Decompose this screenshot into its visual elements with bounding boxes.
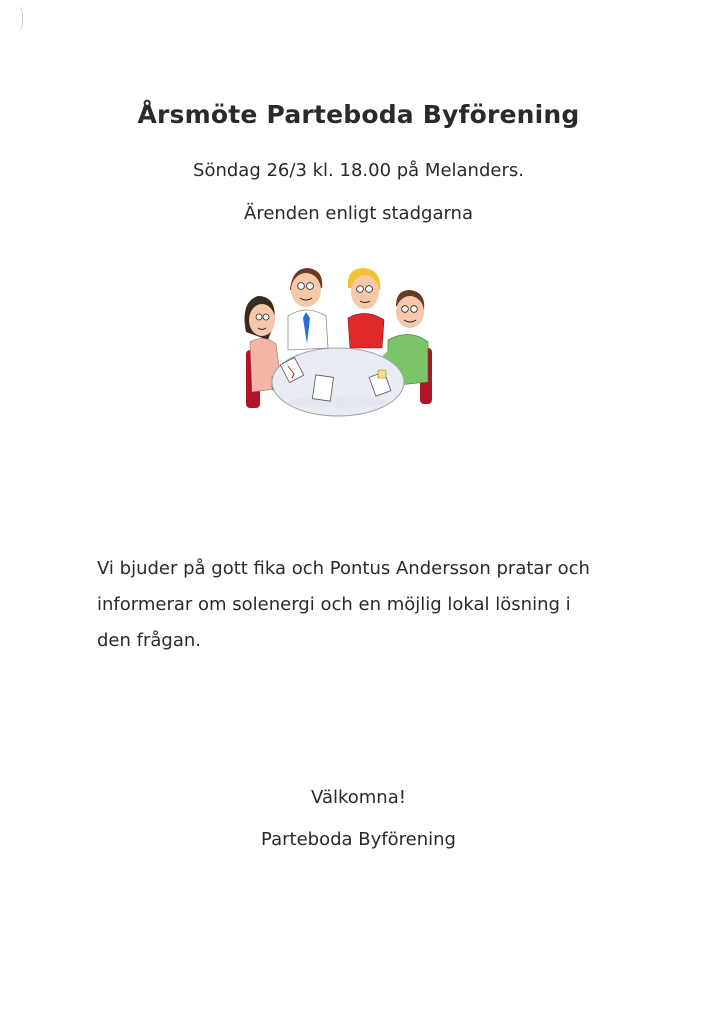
cup [378,370,386,378]
meeting-table-illustration [228,262,440,422]
body-line: den frågan. [97,630,201,651]
agenda-line: Ärenden enligt stadgarna [244,203,473,224]
signature-text: Parteboda Byförening [261,829,456,850]
body-line: informerar om solenergi och en möjlig lokal lösning i [97,594,571,615]
paper-1 [312,375,333,401]
page-title: Årsmöte Parteboda Byförening [137,100,580,129]
person-white-shirt [288,268,328,350]
date-line: Söndag 26/3 kl. 18.00 på Melanders. [193,160,524,181]
body-paragraph [97,551,637,659]
scan-edge-mark [14,6,23,32]
body-line: Vi bjuder på gott fika och Pontus Andersson pratar och [97,558,590,579]
welcome-text: Välkomna! [311,787,406,808]
